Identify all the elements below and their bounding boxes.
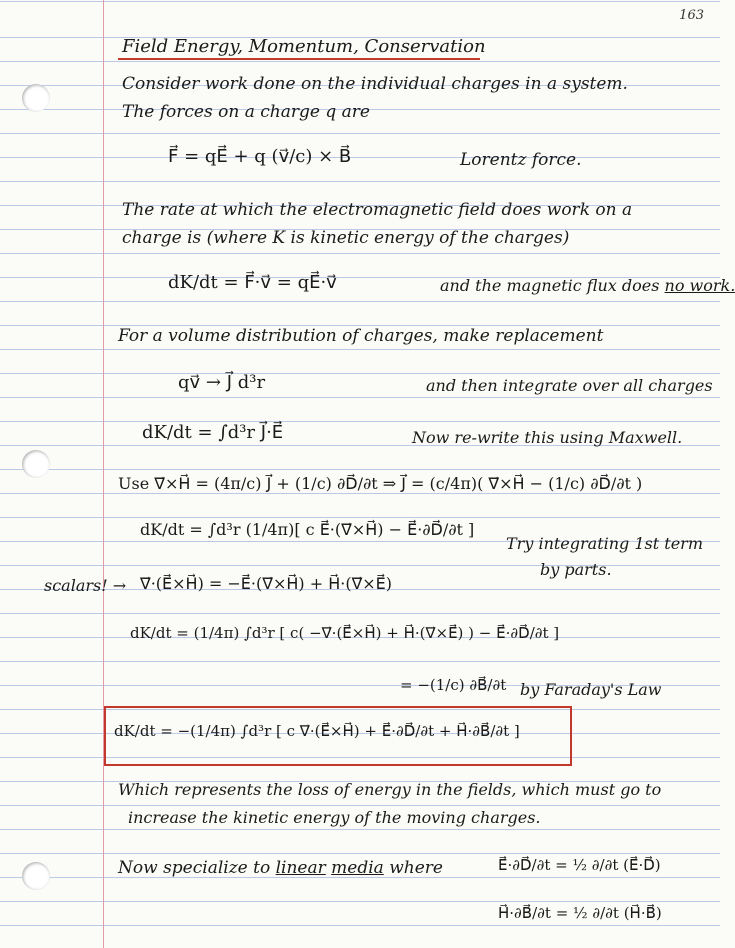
equation-note: and the magnetic flux does no work. xyxy=(440,276,735,295)
linear-media-equation: H⃗·∂B⃗/∂t = ½ ∂/∂t (H⃗·B⃗) xyxy=(498,904,662,922)
binder-hole xyxy=(22,84,50,112)
text-line: increase the kinetic energy of the moving charges. xyxy=(128,808,541,827)
title-underline xyxy=(118,58,480,60)
replacement-equation: qv⃗ → J⃗ d³r xyxy=(178,372,266,393)
equation-note: Try integrating 1st term xyxy=(506,534,703,553)
equation-note: by parts. xyxy=(540,560,612,579)
binder-hole xyxy=(22,450,50,478)
boxed-result-equation: dK/dt = −(1/4π) ∫d³r [ c ∇⃗·(E⃗×H⃗) + E⃗·∂D⃗/∂t + H⃗·∂B⃗/∂t ] xyxy=(114,722,520,740)
equation-note: Now re-write this using Maxwell. xyxy=(412,428,683,447)
margin-note: scalars! → xyxy=(44,576,127,595)
page-number: 163 xyxy=(679,8,704,23)
vector-identity-equation: ∇⃗·(E⃗×H⃗) = −E⃗·(∇⃗×H⃗) + H⃗·(∇⃗×E⃗) xyxy=(140,574,393,593)
dkdt-equation: dK/dt = ∫d³r (1/4π)[ c E⃗·(∇⃗×H⃗) − E⃗·∂D⃗/∂t ] xyxy=(140,520,475,539)
text-line: Consider work done on the individual charges in a system. xyxy=(122,74,628,94)
equation-note: Lorentz force. xyxy=(460,150,582,170)
text-line: For a volume distribution of charges, make replacement xyxy=(118,326,604,346)
linear-media-equation: E⃗·∂D⃗/∂t = ½ ∂/∂t (E⃗·D⃗) xyxy=(498,856,661,874)
integral-equation: dK/dt = ∫d³r J⃗·E⃗ xyxy=(142,422,284,443)
equation-note: by Faraday's Law xyxy=(520,680,662,699)
text-line: The rate at which the electromagnetic field does work on a xyxy=(122,200,633,220)
equation-note: and then integrate over all charges xyxy=(426,376,713,395)
page-title: Field Energy, Momentum, Conservation xyxy=(122,36,486,57)
text-line: Which represents the loss of energy in the fields, which must go to xyxy=(118,780,662,799)
lorentz-equation: F⃗ = qE⃗ + q (v⃗/c) × B⃗ xyxy=(168,146,352,167)
faraday-substitution: = −(1/c) ∂B⃗/∂t xyxy=(400,676,507,694)
binder-hole xyxy=(22,862,50,890)
text-line: charge is (where K is kinetic energy of the charges) xyxy=(122,228,570,248)
text-line: Now specialize to linear media where xyxy=(118,858,443,878)
work-rate-equation: dK/dt = F⃗·v⃗ = qE⃗·v⃗ xyxy=(168,272,337,293)
expanded-equation: dK/dt = (1/4π) ∫d³r [ c( −∇⃗·(E⃗×H⃗) + H⃗·(∇⃗×E⃗) ) − E⃗·∂D⃗/∂t ] xyxy=(130,624,560,642)
maxwell-equation: Use ∇⃗×H⃗ = (4π/c) J⃗ + (1/c) ∂D⃗/∂t ⇒ J⃗ = (c/4π)( ∇⃗×H⃗ − (1/c) ∂D⃗/∂t ) xyxy=(118,474,643,493)
text-line: The forces on a charge q are xyxy=(122,102,370,122)
